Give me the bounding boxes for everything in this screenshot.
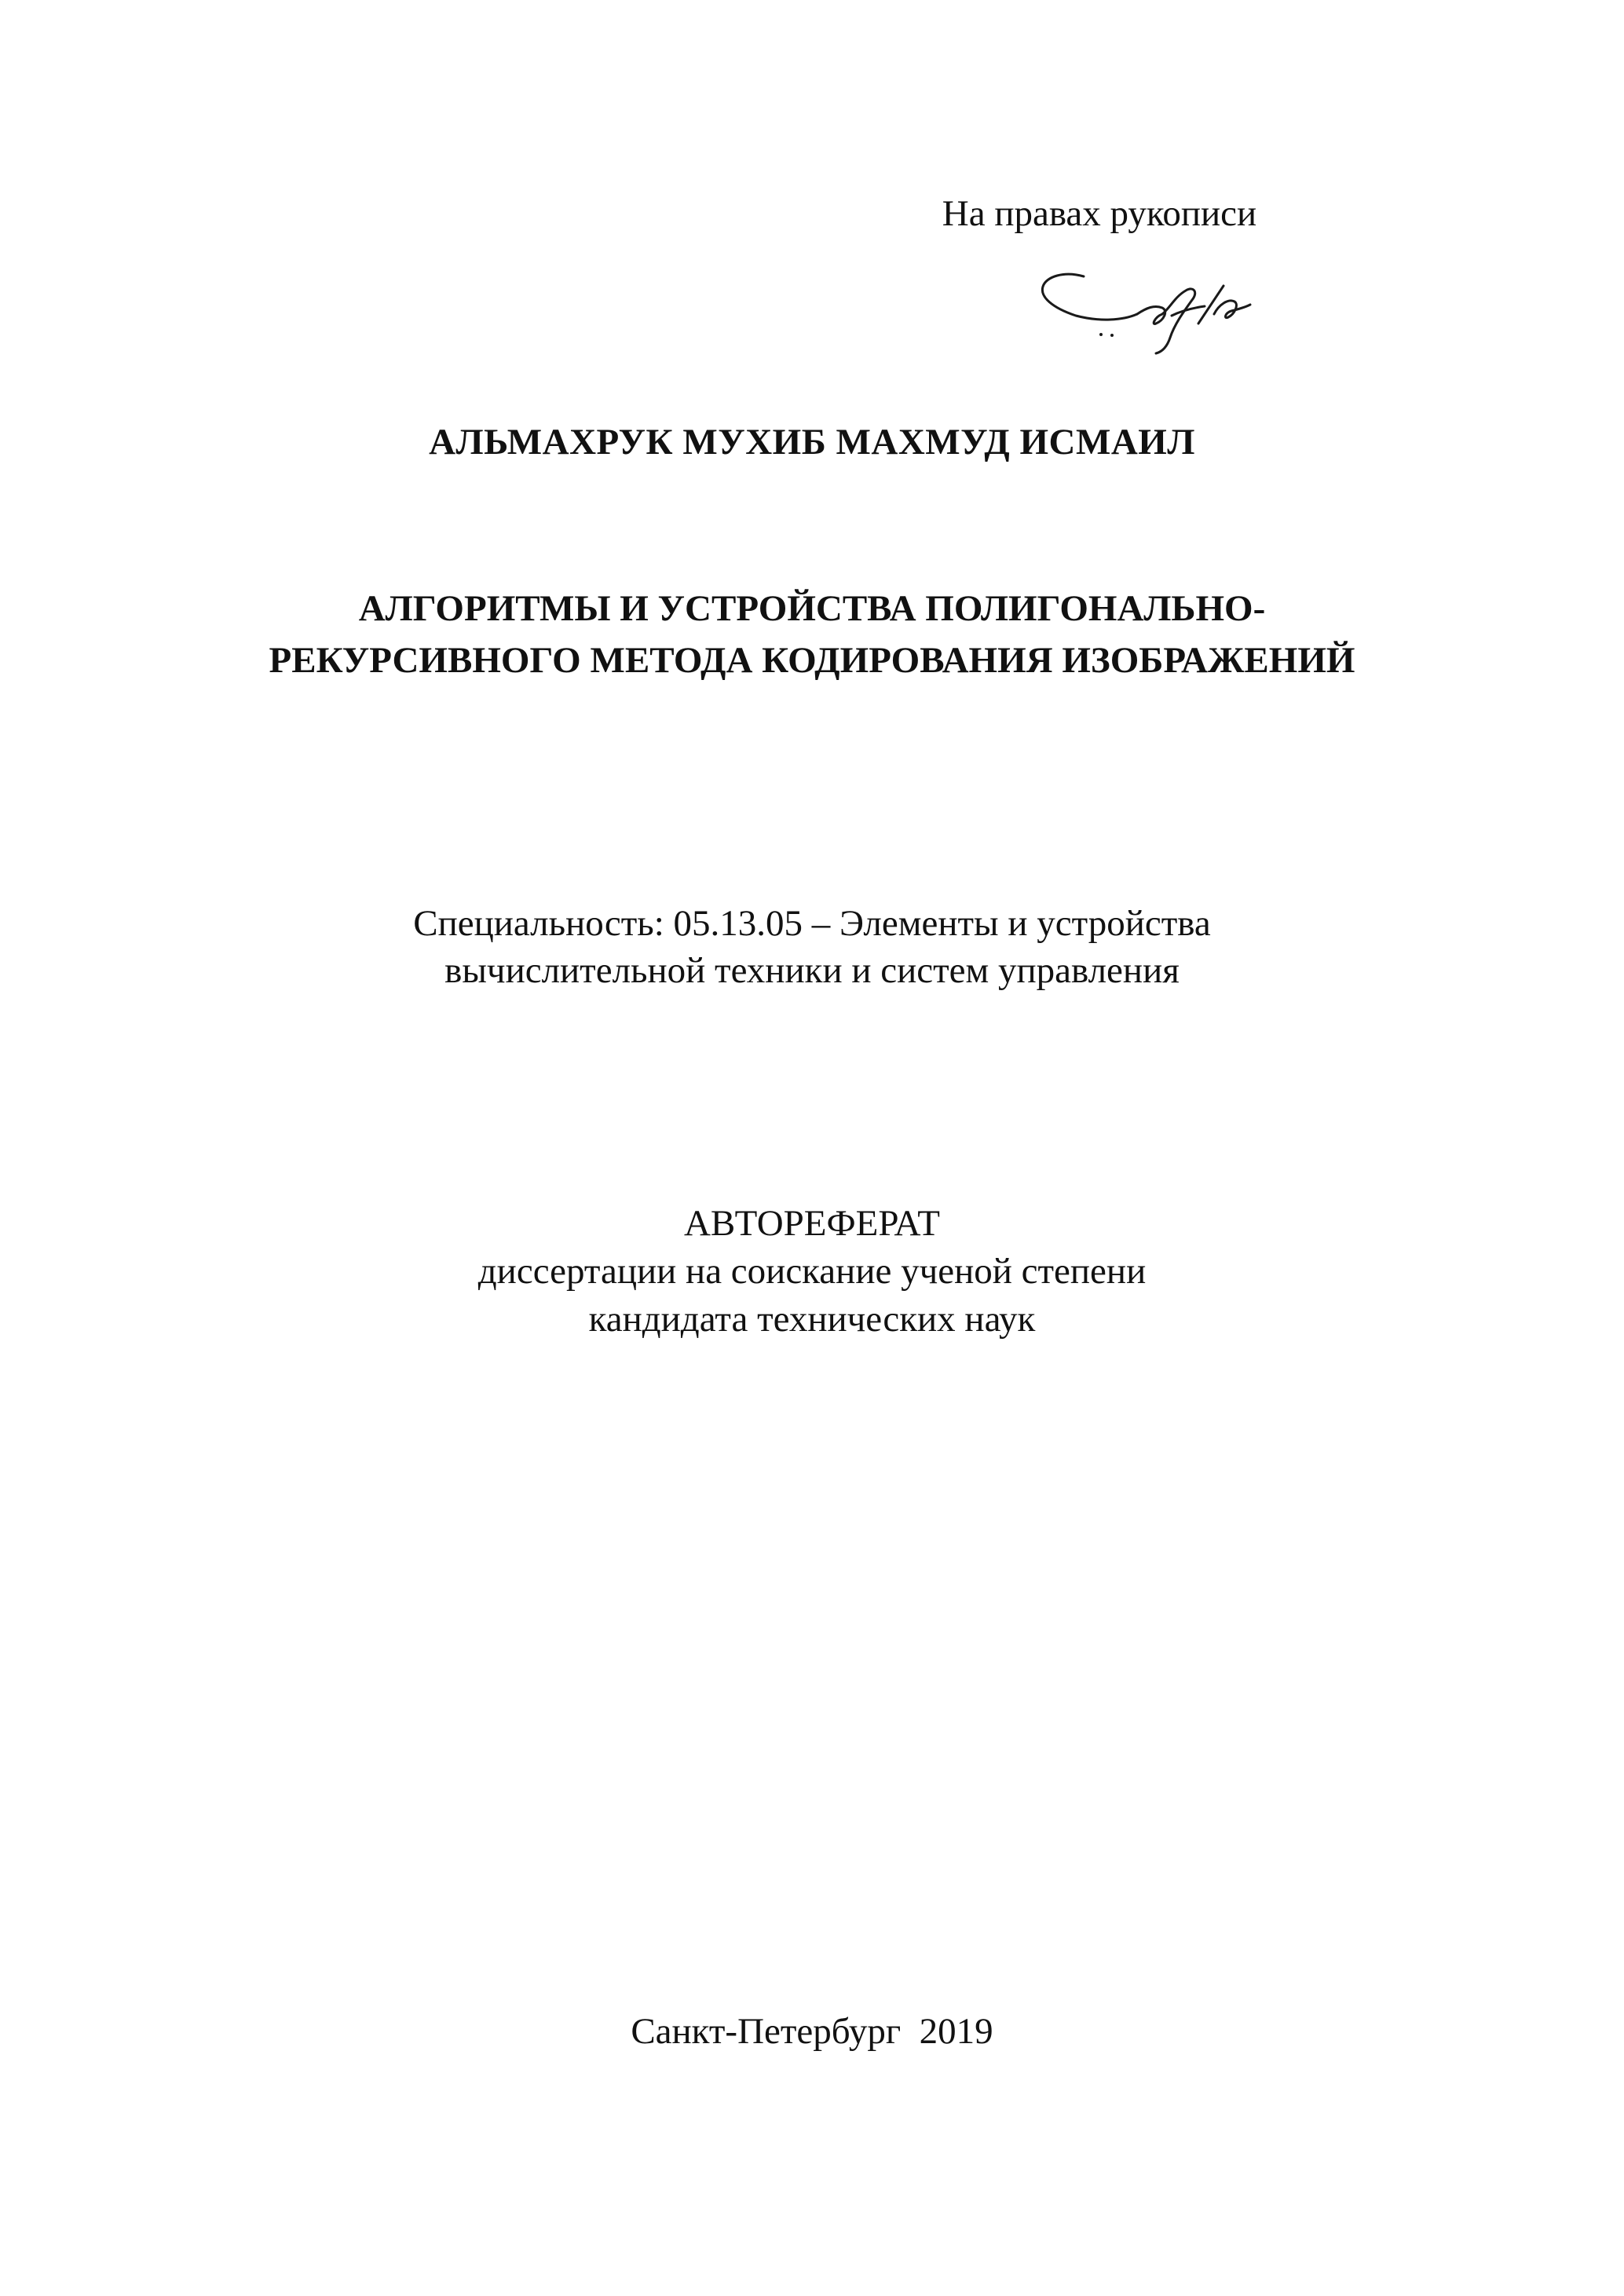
thesis-title — [0, 583, 1624, 686]
author-name: АЛЬМАХРУК МУХИБ МАХМУД ИСМАИЛ — [429, 422, 1195, 462]
abstract-line: диссертации на соискание ученой степени — [477, 1251, 1147, 1292]
manuscript-note: На правах рукописи — [942, 193, 1257, 234]
specialty-line: Специальность: 05.13.05 – Элементы и устройства — [413, 903, 1211, 944]
specialty-line: вычислительной техники и систем управления — [444, 950, 1180, 991]
thesis-title-line: РЕКУРСИВНОГО МЕТОДА КОДИРОВАНИЯ ИЗОБРАЖЕНИЙ — [269, 640, 1355, 681]
thesis-title-line: АЛГОРИТМЫ И УСТРОЙСТВА ПОЛИГОНАЛЬНО- — [358, 588, 1266, 629]
place-year: Санкт-Петербург 2019 — [631, 2011, 993, 2052]
specialty — [0, 900, 1624, 994]
abstract-block — [0, 1200, 1624, 1344]
author-signature — [1037, 259, 1264, 361]
abstract-heading: АВТОРЕФЕРАТ — [683, 1203, 941, 1244]
abstract-line: кандидата технических наук — [588, 1299, 1036, 1340]
